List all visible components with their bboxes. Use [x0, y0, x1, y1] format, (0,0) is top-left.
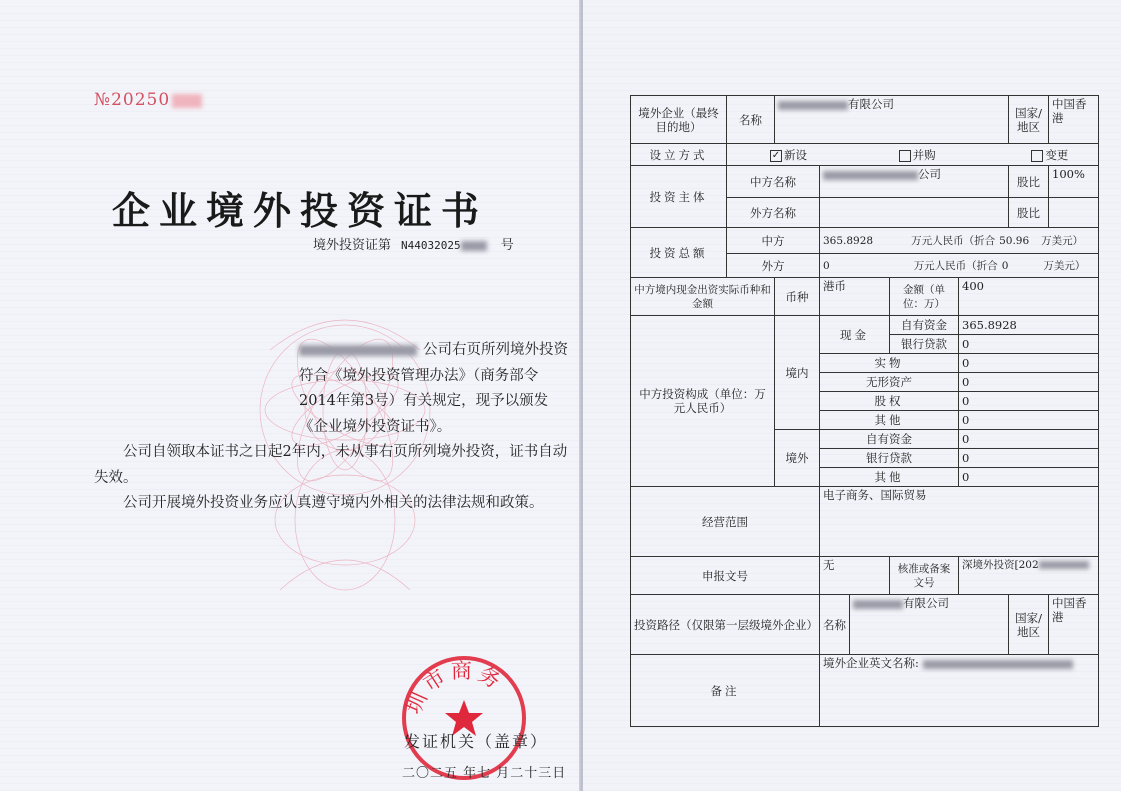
approval-number-label: 核准或备案文号 — [890, 557, 959, 595]
equity-label: 股权 — [820, 392, 959, 411]
issuing-authority: 发证机关（盖章） — [404, 732, 549, 751]
composition-label: 中方投资构成（单位：万元人民币） — [631, 316, 775, 487]
currency-value: 港币 — [820, 278, 890, 316]
cash-contribution-label: 中方境内现金出资实际币种和金额 — [631, 278, 775, 316]
name-label: 名称 — [727, 96, 775, 144]
intangible-value: 0 — [959, 373, 1099, 392]
ovs-other-value: 0 — [959, 468, 1099, 487]
amount-value: 400 — [959, 278, 1099, 316]
business-scope-value: 电子商务、国际贸易 — [820, 487, 1099, 557]
domestic-label: 境内 — [775, 316, 820, 430]
share-label: 股比 — [1009, 166, 1049, 198]
merge-checkbox[interactable] — [899, 150, 911, 162]
cn-share-value: 100% — [1049, 166, 1099, 198]
foreign-party-label: 外方 — [727, 254, 820, 278]
bank-loan-label: 银行贷款 — [890, 335, 959, 354]
business-scope-label: 经营范围 — [631, 487, 820, 557]
ovs-own-funds-value: 0 — [959, 430, 1099, 449]
cn-party-label: 中方 — [727, 228, 820, 254]
country-label: 国家/地区 — [1009, 96, 1049, 144]
name-value: 有限公司 — [775, 96, 1009, 144]
para2: 公司自领取本证书之日起2年内，未从事右页所列境外投资，证书自动失效。 — [94, 444, 568, 486]
currency-label: 币种 — [775, 278, 820, 316]
cn-name-value: 公司 — [820, 166, 1009, 198]
own-funds-label: 自有资金 — [890, 316, 959, 335]
investment-path-label: 投资路径（仅限第一层级境外企业） — [631, 595, 820, 655]
path-country-value: 中国香港 — [1049, 595, 1099, 655]
path-country-label: 国家/地区 — [1009, 595, 1049, 655]
equity-value: 0 — [959, 392, 1099, 411]
physical-label: 实物 — [820, 354, 959, 373]
cn-amount-row: 365.8928 万元人民币（折合 50.96 万美元） — [820, 228, 1099, 254]
investment-details-table — [630, 95, 1099, 727]
ovs-bank-loan-label: 银行贷款 — [820, 449, 959, 468]
physical-value: 0 — [959, 354, 1099, 373]
setup-method-options: ✓ 新设 并购 变更 — [727, 144, 1099, 166]
page-title: 企业境外投资证书 — [112, 188, 489, 233]
filing-number-value: 无 — [820, 557, 890, 595]
remark-label: 备注 — [631, 655, 820, 727]
other-label: 其他 — [820, 411, 959, 430]
issue-date: 二〇二五 年七 月二十三日 — [402, 766, 567, 781]
path-name-label: 名称 — [820, 595, 850, 655]
own-funds-value: 365.8928 — [959, 316, 1099, 335]
cn-name-label: 中方名称 — [727, 166, 820, 198]
investor-label: 投资主体 — [631, 166, 727, 228]
setup-method-label: 设立方式 — [631, 144, 727, 166]
ovs-other-label: 其他 — [820, 468, 959, 487]
total-investment-label: 投资总额 — [631, 228, 727, 278]
filing-number-label: 申报文号 — [631, 557, 820, 595]
foreign-share-label: 股比 — [1009, 198, 1049, 228]
foreign-name-label: 外方名称 — [727, 198, 820, 228]
cash-label: 现金 — [820, 316, 890, 354]
serial-number: №20250 — [94, 90, 202, 110]
para1: 公司右页所列境外投资符合《境外投资管理办法》（商务部令2014年第3号）有关规定，现予以颁发《企业境外投资证书》。 — [299, 342, 568, 435]
foreign-name-value — [820, 198, 1009, 228]
ovs-own-funds-label: 自有资金 — [820, 430, 959, 449]
remark-value: 境外企业英文名称: — [820, 655, 1099, 727]
change-checkbox[interactable] — [1031, 150, 1043, 162]
country-value: 中国香港 — [1049, 96, 1099, 144]
overseas-label: 境外 — [775, 430, 820, 487]
new-checkbox[interactable]: ✓ — [771, 149, 781, 161]
approval-number-value: 深境外投资[202 — [959, 557, 1099, 595]
foreign-share-value — [1049, 198, 1099, 228]
foreign-amount-row: 0 万元人民币（折合 0 万美元） — [820, 254, 1099, 278]
intangible-label: 无形资产 — [820, 373, 959, 392]
bank-loan-value: 0 — [959, 335, 1099, 354]
certificate-number: 境外投资证第 N44032025 号 — [313, 238, 514, 253]
path-name-value: 有限公司 — [850, 595, 1009, 655]
other-value: 0 — [959, 411, 1099, 430]
ovs-bank-loan-value: 0 — [959, 449, 1099, 468]
amount-label: 金额（单位：万） — [890, 278, 959, 316]
overseas-enterprise-label: 境外企业（最终目的地） — [631, 96, 727, 144]
para3: 公司开展境外投资业务应认真遵守境内外相关的法律法规和政策。 — [123, 495, 544, 511]
svg-text:圳市商务: 圳市商务 — [401, 658, 508, 718]
certificate-body — [94, 338, 574, 517]
